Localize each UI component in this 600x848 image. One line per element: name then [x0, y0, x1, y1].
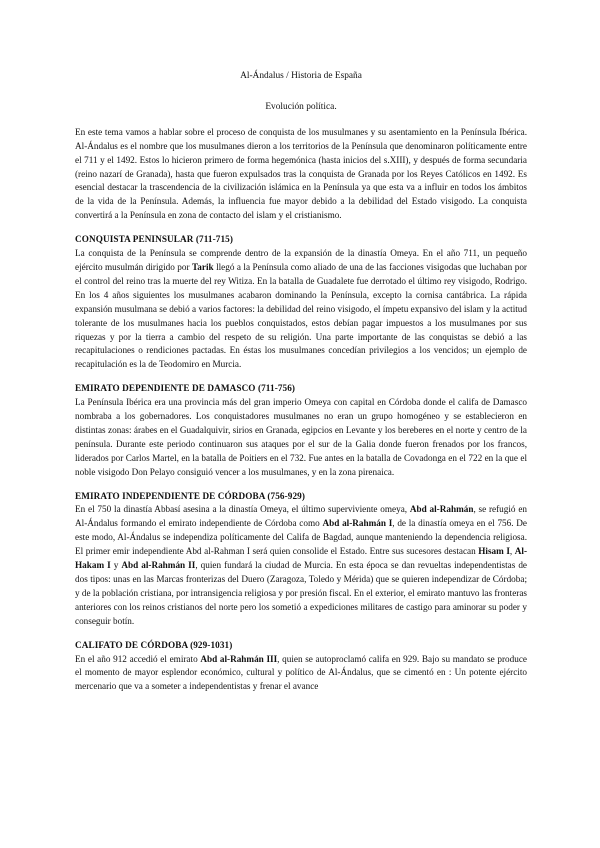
section-paragraph — [75, 396, 527, 479]
section-paragraph — [75, 503, 527, 628]
text-run: La conquista de la Península se comprende dentro de la expansión de la dinastía Omeya. En el año 711, un pequeño ejército musulmán dirigido por — [75, 248, 527, 272]
section — [75, 233, 527, 372]
section-heading: EMIRATO DEPENDIENTE DE DAMASCO (711-756) — [75, 383, 296, 394]
document-subtitle: Evolución política. — [265, 101, 337, 112]
text-run: La Península Ibérica era una provincia más del gran imperio Omeya con capital en Córdoba donde el califa de Damasco nombraba a los gobernadores. Los conquistadores musulmanes no eran un grupo homogéneo y se establecieron en distintas zonas: árabes en el Guadalquivir, sirios en Granada, egipcios en Levante y los bereberes en el norte y centro de la península. Durante este periodo continuaron sus ataques por el sur de la Galia donde fueron frenados por los francos, liderados por Carlos Martel, en la batalla de Poitiers en el 732. Fue antes en la batalla de Covadonga en el 722 en la que el noble visigodo Don Pelayo consiguió vencer a los musulmanes, y en la zona pirenaica. — [75, 397, 527, 477]
intro-paragraph: En este tema vamos a hablar sobre el proceso de conquista de los musulmanes y su asentamiento en la Península Ibérica. Al-Ándalus es el nombre que los musulmanes dieron a los territorios de la Península que denominaron políticamente entre el 711 y el 1492. Estos lo hicieron primero de forma hegemónica (hasta inicios del s.XIII), y después de forma secundaria (reino nazarí de Granada), hasta que fueron expulsados tras la conquista de Granada por los Reyes Católicos en 1492. Es esencial destacar la trascendencia de la civilización islámica en la Península ya que esta va a influir en todos los ámbitos de la vida de la Península. Además, la influencia fue mayor debido a la debilidad del Estado visigodo. La conquista convertirá a la Península en zona de contacto del islam y el cristianismo. — [75, 126, 527, 221]
bold-name: Abd al-Rahmán — [409, 504, 474, 515]
bold-name: Tarik — [191, 261, 214, 272]
document-title: Al-Ándalus / Historia de España — [240, 71, 362, 81]
bold-name: Abd al-Rahmán I — [322, 518, 393, 529]
document-page — [75, 70, 527, 704]
text-run: , quien se autoproclamó califa en 929. Bajo su mandato se produce el momento de mayor esplendor económico, cultural y político de Al-Ándalus, que se cimentó en : Un potente ejército mercenario que va a someter a independentistas y frenar el avance — [75, 653, 527, 692]
text-run: En el 750 la dinastía Abbasí asesina a la dinastía Omeya, el último superviviente omeya, — [75, 504, 410, 515]
bold-name: Abd al-Rahmán II — [121, 560, 196, 571]
section — [75, 382, 527, 479]
text-run: , de la dinastía omeya en el 756. De este modo, Al-Ándalus se independiza políticamente del Califa de Bagdad, aunque manteniendo la dependencia religiosa. El primer emir independiente Abd al-Rahman I será quien consolide el Estado. Entre sus sucesores destacan — [75, 518, 527, 557]
section-paragraph — [75, 653, 527, 695]
bold-name: Abd al-Rahmán III — [200, 653, 278, 664]
sections-container — [75, 233, 527, 694]
text-run: y — [110, 560, 122, 571]
bold-name: Al-Hakam I — [75, 546, 527, 571]
section-paragraph — [75, 247, 527, 372]
text-run: , quien fundará la ciudad de Murcia. En esta época se dan revueltas independentistas de dos tipos: unas en las Marcas fronterizas del Duero (Zaragoza, Toledo y Mérida) que se quieren independizar de Córdoba; y de la población cristiana, por intransigencia religiosa y por presión fiscal. En el exterior, el emirato mantuvo las fronteras anteriores con los reinos cristianos del norte pero los sometió a expediciones militares de castigo para aminorar su poder y conseguir botín. — [75, 560, 528, 626]
section — [75, 639, 527, 695]
section-heading: CALIFATO DE CÓRDOBA (929-1031) — [75, 639, 233, 650]
text-run: llegó a la Península como aliado de una de las facciones visigodas que luchaban por el control del reino tras la muerte del rey Witiza. En la batalla de Guadalete fue derrotado el último rey visigodo, Rodrigo. En los 4 años siguientes los musulmanes acabaron dominando la Península, excepto la cornisa cantábrica. La rápida expansión musulmana se debió a varios factores: la debilidad del reino visigodo, el ímpetu expansivo del islam y la actitud tolerante de los musulmanes hacia los pueblos conquistados, estos debían pagar impuestos a los musulmanes por sus riquezas y por la tierra a cambio del respeto de su religión. Una parte importante de las conquistas se debió a las recapitulaciones o rendiciones pactadas. En éstas los musulmanes concedían privilegios a los vencidos; un ejemplo de recapitulación es la de Teodomiro en Murcia. — [75, 261, 527, 370]
section-heading: EMIRATO INDEPENDIENTE DE CÓRDOBA (756-929) — [75, 490, 305, 501]
text-run: , se refugió en Al-Ándalus formando el emirato independiente de Córdoba como — [75, 504, 527, 529]
section — [75, 490, 527, 629]
text-run: , — [509, 546, 515, 557]
section-heading: CONQUISTA PENINSULAR (711-715) — [75, 234, 234, 245]
bold-name: Hisam I — [478, 546, 510, 557]
text-run: En el año 912 accedió el emirato — [75, 653, 201, 664]
